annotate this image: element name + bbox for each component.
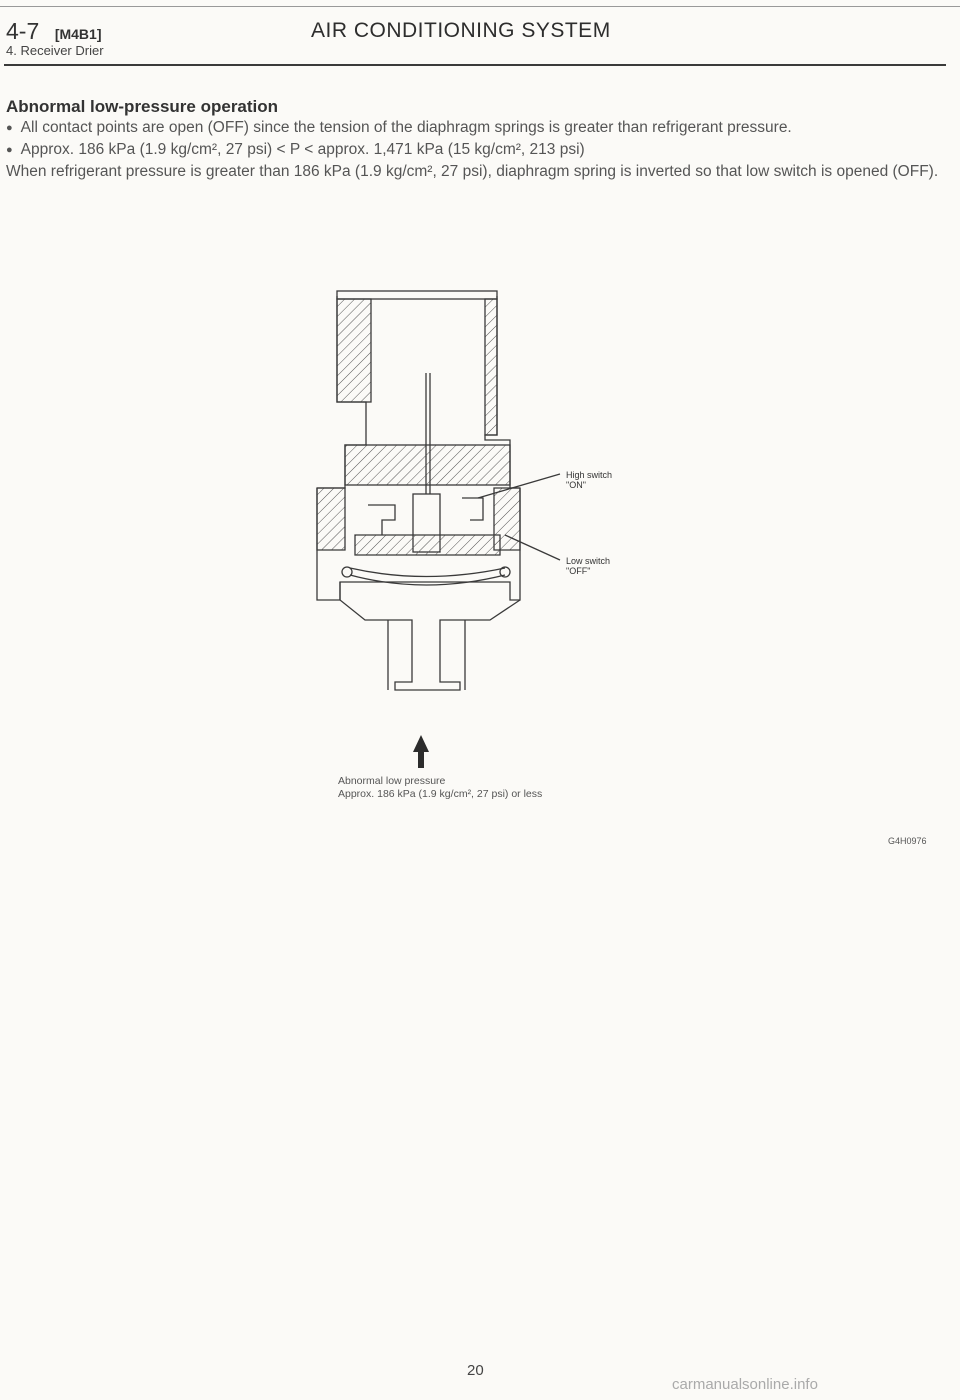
page-number: 20 <box>467 1362 484 1379</box>
hatched-side <box>317 488 345 550</box>
fitting-outline <box>340 582 520 690</box>
section-heading: Abnormal low-pressure operation <box>6 97 279 116</box>
pressure-arrow <box>413 735 429 768</box>
low-switch-label <box>566 556 610 576</box>
fitting-port <box>388 620 465 690</box>
low-switch-label-name: Low switch <box>566 556 611 566</box>
high-switch-label <box>566 470 612 490</box>
low-switch-label-state: "OFF" <box>566 566 591 576</box>
watermark: carmanualsonline.info <box>672 1376 818 1393</box>
bullet-item: ● All contact points are open (OFF) since the tension of the diaphragm springs is greater than refrigerant pressure. <box>6 117 946 139</box>
caption-line: Abnormal low pressure <box>338 775 446 787</box>
bullet-item: ● Approx. 186 kPa (1.9 kg/cm², 27 psi) < P < approx. 1,471 kPa (15 kg/cm², 213 psi) <box>6 139 946 161</box>
figure-caption <box>338 775 542 801</box>
contact-bracket <box>462 498 483 520</box>
high-switch-label-name: High switch <box>566 470 613 480</box>
body-paragraph: When refrigerant pressure is greater than 186 kPa (1.9 kg/cm², 27 psi), diaphragm spring is inverted so that low switch is opened (OFF). <box>6 163 939 180</box>
section-number: 4-7 <box>6 18 40 44</box>
subsection-title: 4. Receiver Drier <box>6 43 104 58</box>
caption-line: Approx. 186 kPa (1.9 kg/cm², 27 psi) or less <box>338 788 543 800</box>
page-title: AIR CONDITIONING SYSTEM <box>311 19 611 42</box>
contact-bracket <box>368 505 395 535</box>
top-cap <box>337 291 497 299</box>
section-tag: [M4B1] <box>54 26 102 42</box>
o-ring <box>342 567 352 577</box>
figure-id: G4H0976 <box>888 836 927 846</box>
diaphragm-holder <box>355 535 500 555</box>
hatched-wall-right <box>485 299 497 435</box>
hatched-wall-left <box>337 299 371 402</box>
hatched-body <box>345 445 510 485</box>
high-switch-label-state: "ON" <box>566 480 586 490</box>
diaphragm <box>350 568 505 577</box>
